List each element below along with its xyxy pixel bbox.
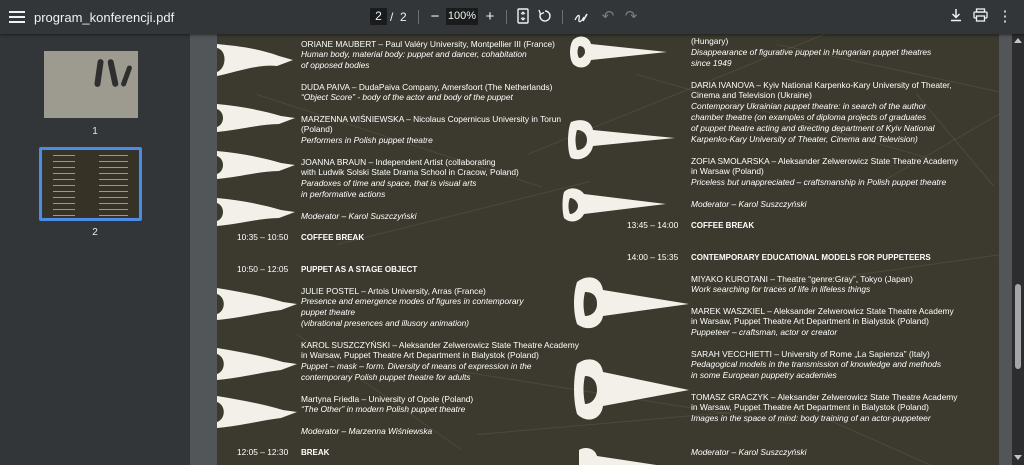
thumbnail-text-line <box>99 173 128 174</box>
file-name: program_konferencji.pdf <box>34 10 175 25</box>
shears-icon <box>217 194 297 230</box>
speaker-line: SARAH VECCHIETTI – University of Rome „La Sapienza” (Italy) <box>691 349 930 359</box>
download-icon[interactable] <box>947 8 965 26</box>
time-slot: 10:35 – 10:50 <box>237 232 289 242</box>
talk-title: Contemporary Ukrainian puppet theatre: in search of the author <box>691 101 927 111</box>
shears-icon <box>567 116 679 164</box>
thumbnail-text-line <box>53 197 75 198</box>
shears-icon <box>573 272 693 332</box>
speaker-line: MARZENNA WIŚNIEWSKA – Nicolaus Copernicus University in Torun <box>301 114 562 124</box>
talk-title: Disappearance of figurative puppet in Hungarian puppet theatres <box>691 47 932 57</box>
speaker-line: in Warsaw, Puppet Theatre Art Department in Bialystok (Poland) <box>301 350 539 360</box>
annotate-icon[interactable] <box>572 8 590 26</box>
shears-icon <box>573 354 693 424</box>
thumbnail-text-line <box>99 161 128 162</box>
thumbnail-sidebar <box>0 34 190 465</box>
thumbnail-text-line <box>53 155 75 156</box>
scroll-down-icon[interactable] <box>1014 455 1022 460</box>
thumbnail-text-line <box>99 197 128 198</box>
talk-title: Puppeteer – craftsman, actor or creator <box>691 327 838 337</box>
talk-title: Human body, material body: puppet and dancer, cohabitation <box>301 49 527 59</box>
moderator: Moderator – Marzenna Wiśniewska <box>301 426 433 436</box>
thumbnail-text-line <box>99 215 128 216</box>
time-slot: 12:05 – 12:30 <box>237 447 289 457</box>
speaker-line: Martyna Friedla – University of Opole (Poland) <box>301 394 474 404</box>
talk-title: Work searching for traces of life in lifeless things <box>691 284 871 294</box>
session-title: CONTEMPORARY EDUCATIONAL MODELS FOR PUPPETEERS <box>691 253 931 262</box>
moderator: Moderator – Karol Suszczyński <box>691 447 807 457</box>
toolbar-divider <box>506 10 507 24</box>
session-title: PUPPET AS A STAGE OBJECT <box>301 265 418 274</box>
shears-icon <box>217 100 297 136</box>
talk-title: Performers in Polish puppet theatre <box>301 135 433 145</box>
thumbnail-text-line <box>99 209 128 210</box>
background-texture <box>916 94 994 187</box>
thumbnail-text-line <box>53 203 75 204</box>
shears-icon <box>217 392 299 432</box>
page-separator: / <box>390 10 394 24</box>
speaker-line: Cinema and Television (Ukraine) <box>691 90 812 100</box>
shears-icon <box>217 38 295 78</box>
zoom-in-icon[interactable]: + <box>485 8 495 25</box>
talk-title: in some European puppetry academies <box>691 370 837 380</box>
talk-title: Presence and emergence modes of figures in contemporary <box>301 296 524 306</box>
thumbnail-text-line <box>53 167 75 168</box>
talk-title: “Object Score” - body of the actor and body of the puppet <box>301 92 513 102</box>
time-slot: 13:45 – 14:00 <box>627 220 679 230</box>
undo-icon[interactable]: ↶ <box>601 8 615 25</box>
speaker-line: in Warsaw, Puppet Theatre Art Department in Bialystok (Poland) <box>691 402 929 412</box>
time-slot: 10:50 – 12:05 <box>237 264 289 274</box>
thumbnail-image <box>44 51 138 118</box>
speaker-line: in Warsaw (Poland) <box>691 166 764 176</box>
talk-title: Priceless but unappreciated – craftsmanship in Polish puppet theatre <box>691 177 947 187</box>
thumbnail-text-line <box>99 155 128 156</box>
thumbnail-text-line <box>53 191 75 192</box>
print-icon[interactable] <box>971 8 989 26</box>
speaker-line: TOMASZ GRACZYK – Aleksander Zelwerowicz State Theatre Academy <box>691 392 958 402</box>
speaker-line: with Ludwik Solski State Drama School in Cracow, Poland) <box>301 167 519 177</box>
vertical-scrollbar[interactable] <box>1012 34 1024 465</box>
toolbar-divider <box>418 10 419 24</box>
thumbnail-text-line <box>99 203 128 204</box>
thumbnail-text-line <box>53 185 75 186</box>
talk-title: in performative actions <box>301 189 386 199</box>
toolbar-divider <box>562 10 563 24</box>
speaker-line: ZOFIA SMOLARSKA – Aleksander Zelwerowicz State Theatre Academy <box>691 156 959 166</box>
talk-title: Puppet – mask – form. Diversity of means of expression in the <box>301 361 532 371</box>
speaker-line: ORIANE MAUBERT – Paul Valéry University, Montpellier III (France) <box>301 39 555 49</box>
more-icon[interactable]: ⋮ <box>997 8 1013 25</box>
talk-title: Paradoxes of time and space, that is visual arts <box>301 178 477 188</box>
talk-title: of puppet theatre acting and directing department of Kyiv National <box>691 123 935 133</box>
page-count <box>390 10 407 24</box>
rotate-icon[interactable] <box>536 8 554 26</box>
talk-title: since 1949 <box>691 58 732 68</box>
thumbnail-text-line <box>53 209 75 210</box>
talk-title: Images in the space of mind: body training of an actor-puppeteer <box>691 413 931 423</box>
pdf-toolbar <box>0 0 1024 34</box>
speaker-line: MIYAKO KUROTANI – Theatre “genre:Gray”, Tokyo (Japan) <box>691 274 913 284</box>
break-label: BREAK <box>301 448 330 457</box>
menu-icon[interactable] <box>8 8 26 26</box>
talk-title: Karpenko-Kary University of Theater, Cinema and Television) <box>691 134 918 144</box>
speaker-line: (Poland) <box>301 124 333 134</box>
thumbnail-text-line <box>99 167 128 168</box>
thumbnail-text-line <box>99 185 128 186</box>
zoom-level[interactable]: 100% <box>446 8 478 25</box>
thumbnail-text-line <box>53 179 75 180</box>
shears-icon <box>217 284 299 324</box>
page-number-input[interactable] <box>370 8 387 25</box>
moderator: Moderator – Karol Suszczyński <box>301 211 417 221</box>
break-label: COFFEE BREAK <box>301 233 365 242</box>
moderator: Moderator – Karol Suszczyński <box>691 199 807 209</box>
shears-icon <box>217 147 297 183</box>
speaker-line: JOANNA BRAUN – Independent Artist (collaborating <box>301 157 496 167</box>
thumbnail-label: 2 <box>92 227 98 238</box>
talk-title: “The Other” in modern Polish puppet theatre <box>301 404 466 414</box>
redo-icon[interactable]: ↷ <box>624 8 638 25</box>
page-total: 2 <box>400 10 407 24</box>
talk-title: (vibrational presences and illusory animation) <box>301 318 470 328</box>
fit-page-icon[interactable] <box>514 8 532 26</box>
speaker-line: KAROL SUSZCZYŃSKI – Aleksander Zelwerowicz State Theatre Academy <box>301 340 579 350</box>
time-slot: 14:00 – 15:35 <box>627 252 679 262</box>
pdf-page-2 <box>217 34 999 465</box>
thumbnail-text-line <box>99 179 128 180</box>
zoom-out-icon[interactable]: − <box>430 8 440 25</box>
speaker-line: in Warsaw, Puppet Theatre Art Department in Bialystok (Poland) <box>691 316 929 326</box>
talk-title: puppet theatre <box>301 307 356 317</box>
thumbnail-text-line <box>53 215 75 216</box>
scroll-up-icon[interactable] <box>1014 38 1022 43</box>
break-label: COFFEE BREAK <box>691 221 755 230</box>
talk-title: contemporary Polish puppet theatre for adults <box>301 372 471 382</box>
shears-icon <box>94 59 104 88</box>
shears-icon <box>567 34 677 74</box>
shears-icon <box>107 59 119 88</box>
shears-icon <box>575 446 665 465</box>
speaker-line: (Hungary) <box>691 36 729 46</box>
shears-icon <box>120 65 132 87</box>
speaker-line: DUDA PAIVA – DudaPaiva Company, Amersfoort (The Netherlands) <box>301 82 553 92</box>
thumbnail-text-line <box>99 191 128 192</box>
scrollbar-thumb[interactable] <box>1015 284 1021 369</box>
speaker-line: DARIA IVANOVA – Kyiv National Karpenko-Kary University of Theater, <box>691 80 952 90</box>
talk-title: Pedagogical models in the transmission of knowledge and methods <box>691 359 942 369</box>
speaker-line: JULIE POSTEL – Artois University, Arras (France) <box>301 286 486 296</box>
thumbnail-text-line <box>53 161 75 162</box>
document-viewer[interactable] <box>190 34 1024 465</box>
talk-title: chamber theatre (on examples of diploma projects of graduates <box>691 112 927 122</box>
thumbnail-image <box>43 151 138 217</box>
talk-title: of opposed bodies <box>301 60 370 70</box>
thumbnail-text-line <box>53 173 75 174</box>
thumbnail-label: 1 <box>92 126 98 137</box>
shears-icon <box>217 344 299 384</box>
speaker-line: MAREK WASZKIEL – Aleksander Zelwerowicz State Theatre Academy <box>691 306 954 316</box>
